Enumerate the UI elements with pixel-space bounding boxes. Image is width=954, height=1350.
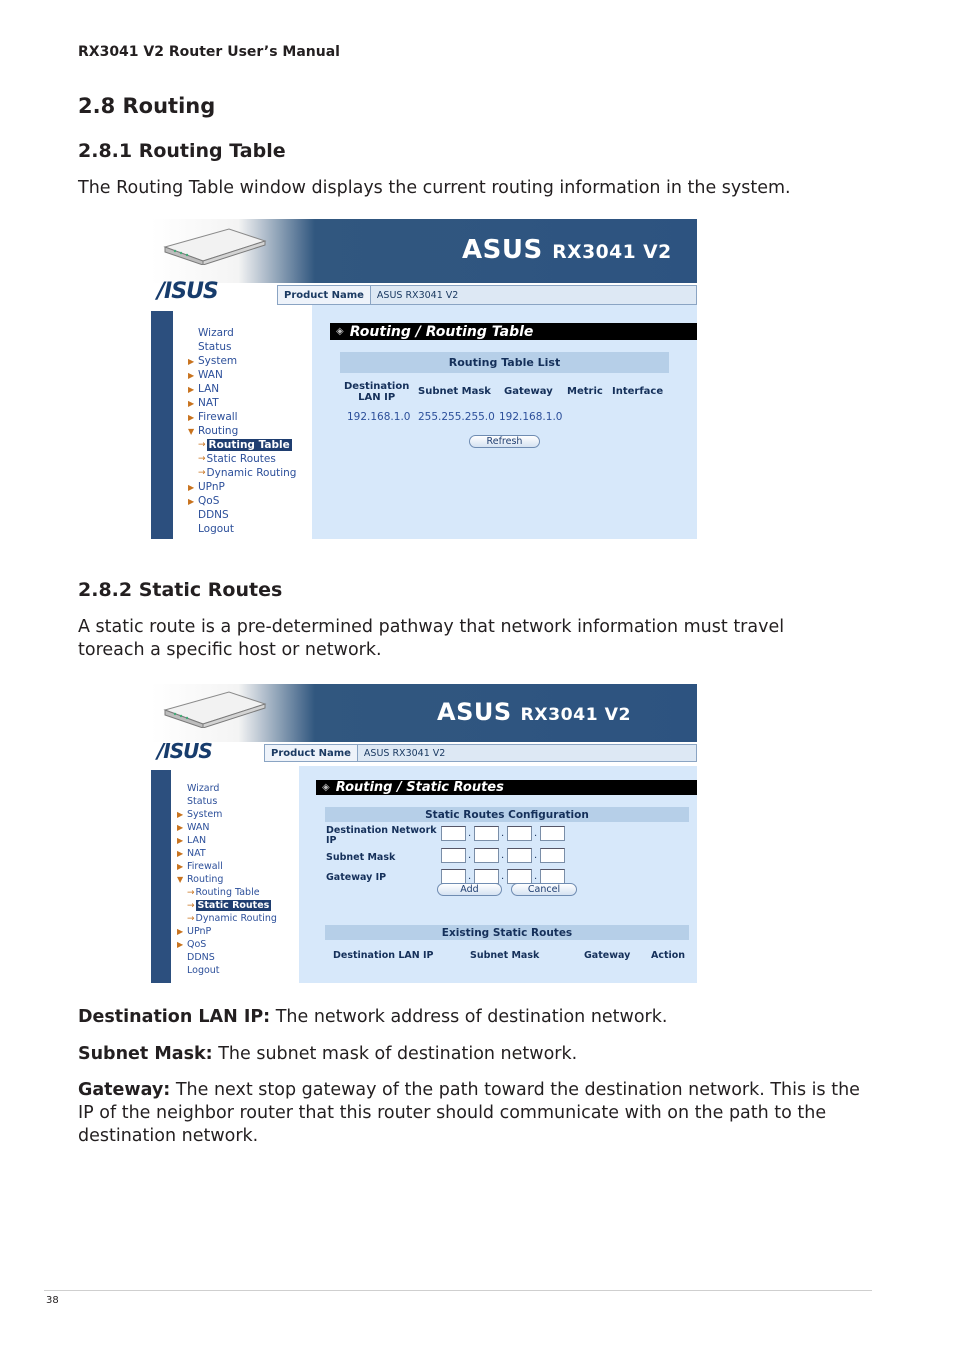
nav-item-logout[interactable]: Logout bbox=[187, 965, 220, 976]
nav-item-ddns[interactable]: DDNS bbox=[187, 952, 215, 963]
nav-item-routing[interactable]: ▼ Routing bbox=[177, 874, 224, 885]
destination-ip-octet-1[interactable] bbox=[441, 826, 466, 841]
nav-subitem-static-routes[interactable]: → Static Routes bbox=[198, 453, 276, 465]
nav-item-upnp[interactable]: ▶ UPnP bbox=[177, 926, 212, 937]
expand-arrow-icon: ▶ bbox=[188, 496, 195, 506]
destination-ip-octet-3[interactable] bbox=[507, 826, 532, 841]
expand-arrow-icon: ▶ bbox=[177, 862, 184, 871]
router-device-icon bbox=[159, 688, 271, 728]
expand-arrow-icon: ▶ bbox=[177, 823, 184, 832]
routing-table-screenshot bbox=[151, 219, 697, 539]
expand-arrow-icon: ▶ bbox=[177, 810, 184, 819]
sub-arrow-icon: → bbox=[198, 440, 206, 450]
sub-arrow-icon: → bbox=[187, 887, 195, 898]
expand-arrow-icon: ▶ bbox=[177, 849, 184, 858]
section-title: 2.8 Routing bbox=[78, 94, 216, 118]
asus-logo: /ISUS bbox=[157, 739, 212, 763]
page-title: Routing / Routing Table bbox=[349, 323, 534, 340]
nav-item-lan[interactable]: ▶ LAN bbox=[177, 835, 207, 846]
nav-item-system[interactable]: ▶ System bbox=[177, 809, 223, 820]
gateway-ip-label: Gateway IP bbox=[326, 872, 387, 883]
sub-arrow-icon: → bbox=[198, 468, 206, 478]
brand-title bbox=[437, 698, 631, 726]
manual-header: RX3041 V2 Router User’s Manual bbox=[78, 44, 340, 60]
nav-item-system[interactable]: ▶ System bbox=[188, 355, 238, 367]
nav-item-upnp[interactable]: ▶ UPnP bbox=[188, 481, 225, 493]
static-routes-heading: 2.8.2 Static Routes bbox=[78, 579, 283, 601]
nav-item-wan[interactable]: ▶ WAN bbox=[188, 369, 223, 381]
existing-static-routes-header: Existing Static Routes bbox=[325, 925, 689, 940]
routing-table-intro: The Routing Table window displays the current routing information in the system. bbox=[78, 178, 791, 198]
refresh-button[interactable]: Refresh bbox=[469, 435, 540, 448]
col-action: Action bbox=[651, 950, 686, 961]
sidebar-nav bbox=[173, 311, 312, 539]
routing-table-list-header: Routing Table List bbox=[340, 352, 669, 373]
add-button[interactable]: Add bbox=[437, 883, 502, 896]
expand-arrow-icon: ▶ bbox=[188, 356, 195, 366]
nav-item-lan[interactable]: ▶ LAN bbox=[188, 383, 220, 395]
col-subnet-mask: Subnet Mask bbox=[418, 386, 491, 397]
col-metric: Metric bbox=[567, 386, 603, 397]
nav-item-wizard[interactable]: Wizard bbox=[198, 327, 234, 339]
nav-subitem-dynamic-routing[interactable]: → Dynamic Routing bbox=[187, 913, 277, 924]
gateway-ip-octet-4[interactable] bbox=[540, 869, 565, 884]
brand-title bbox=[462, 235, 672, 265]
asus-logo: /ISUS bbox=[157, 279, 218, 304]
ip-separator-dot: . bbox=[534, 828, 538, 839]
gateway-ip-octet-1[interactable] bbox=[441, 869, 466, 884]
ip-separator-dot: . bbox=[534, 850, 538, 861]
sub-arrow-icon: → bbox=[187, 900, 195, 911]
nav-item-nat[interactable]: ▶ NAT bbox=[188, 397, 219, 409]
cancel-button[interactable]: Cancel bbox=[511, 883, 577, 896]
expand-arrow-icon: ▶ bbox=[177, 927, 184, 936]
ip-separator-dot: . bbox=[468, 871, 472, 882]
definition-destination-lan-ip: Destination LAN IP: The network address of destination network. bbox=[78, 1007, 668, 1027]
nav-item-status[interactable]: Status bbox=[198, 341, 232, 353]
subnet-mask-octet-2[interactable] bbox=[474, 848, 499, 863]
nav-item-status[interactable]: Status bbox=[187, 796, 218, 807]
row-gateway: 192.168.1.0 bbox=[499, 411, 563, 423]
content-panel bbox=[299, 766, 697, 983]
destination-network-ip-label: Destination Network IP bbox=[326, 825, 437, 846]
ip-separator-dot: . bbox=[501, 828, 505, 839]
page-title: Routing / Static Routes bbox=[335, 780, 504, 795]
nav-item-wan[interactable]: ▶ WAN bbox=[177, 822, 210, 833]
sub-arrow-icon: → bbox=[198, 454, 206, 464]
product-name-label: Product Name bbox=[265, 745, 358, 761]
routing-table-heading: 2.8.1 Routing Table bbox=[78, 140, 286, 162]
subnet-mask-octet-1[interactable] bbox=[441, 848, 466, 863]
row-destination: 192.168.1.0 bbox=[347, 411, 411, 423]
nav-item-qos[interactable]: ▶ QoS bbox=[188, 495, 220, 507]
title-diamond-icon: ◈ bbox=[322, 782, 330, 793]
page-title-bar bbox=[330, 323, 697, 340]
col-interface: Interface bbox=[612, 386, 664, 397]
page-number: 38 bbox=[46, 1295, 59, 1306]
col-destination: Destination LAN IP bbox=[344, 381, 410, 403]
sidebar-nav bbox=[171, 770, 299, 983]
sub-arrow-icon: → bbox=[187, 913, 195, 924]
expand-arrow-icon: ▶ bbox=[188, 412, 195, 422]
brand-model: RX3041 V2 bbox=[552, 242, 672, 263]
product-name-value: ASUS RX3041 V2 bbox=[363, 747, 446, 759]
expand-arrow-icon: ▶ bbox=[188, 370, 195, 380]
footer-divider bbox=[44, 1290, 872, 1291]
definition-gateway: Gateway: The next stop gateway of the path toward the destination network. This is the IP of the neighbor router that this router should communicate with on the path to the destination network. bbox=[78, 1080, 860, 1146]
page-title-bar bbox=[316, 780, 697, 795]
router-header-banner bbox=[151, 219, 697, 283]
left-decor-strip bbox=[151, 311, 173, 539]
product-name-bar bbox=[277, 285, 697, 305]
nav-subitem-routing-table[interactable]: → Routing Table bbox=[198, 439, 290, 451]
product-name-bar bbox=[264, 744, 697, 762]
col-destination-lan-ip: Destination LAN IP bbox=[333, 950, 434, 961]
nav-item-ddns[interactable]: DDNS bbox=[198, 509, 229, 521]
gateway-ip-octet-3[interactable] bbox=[507, 869, 532, 884]
gateway-ip-octet-2[interactable] bbox=[474, 869, 499, 884]
static-routes-intro: A static route is a pre-determined pathway that network information must travel toreach a specific host or network. bbox=[78, 617, 785, 660]
ip-separator-dot: . bbox=[534, 871, 538, 882]
nav-item-logout[interactable]: Logout bbox=[198, 523, 234, 535]
brand-model: RX3041 V2 bbox=[520, 705, 632, 725]
left-decor-strip bbox=[151, 770, 171, 983]
nav-subitem-dynamic-routing[interactable]: → Dynamic Routing bbox=[198, 467, 297, 479]
collapse-arrow-icon: ▼ bbox=[177, 875, 184, 884]
expand-arrow-icon: ▶ bbox=[177, 940, 184, 949]
definition-subnet-mask: Subnet Mask: The subnet mask of destination network. bbox=[78, 1044, 578, 1064]
router-device-icon bbox=[159, 225, 271, 265]
ip-separator-dot: . bbox=[501, 871, 505, 882]
product-name-value: ASUS RX3041 V2 bbox=[376, 289, 459, 301]
row-subnet: 255.255.255.0 bbox=[418, 411, 495, 423]
nav-item-nat[interactable]: ▶ NAT bbox=[177, 848, 206, 859]
static-routes-config-header: Static Routes Configuration bbox=[325, 807, 689, 822]
destination-ip-octet-2[interactable] bbox=[474, 826, 499, 841]
title-diamond-icon: ◈ bbox=[336, 326, 344, 337]
expand-arrow-icon: ▶ bbox=[188, 482, 195, 492]
ip-separator-dot: . bbox=[468, 850, 472, 861]
collapse-arrow-icon: ▼ bbox=[188, 426, 195, 436]
col-gateway: Gateway bbox=[504, 386, 553, 397]
expand-arrow-icon: ▶ bbox=[177, 836, 184, 845]
ip-separator-dot: . bbox=[501, 850, 505, 861]
product-name-label: Product Name bbox=[278, 286, 371, 304]
brand-name: ASUS bbox=[437, 698, 512, 726]
nav-subitem-routing-table[interactable]: → Routing Table bbox=[187, 887, 260, 898]
content-panel bbox=[312, 305, 697, 539]
brand-name: ASUS bbox=[462, 235, 543, 265]
nav-item-qos[interactable]: ▶ QoS bbox=[177, 939, 207, 950]
nav-subitem-static-routes[interactable]: → Static Routes bbox=[187, 900, 270, 911]
nav-item-wizard[interactable]: Wizard bbox=[187, 783, 220, 794]
nav-item-routing[interactable]: ▼ Routing bbox=[188, 425, 239, 437]
router-header-banner bbox=[151, 684, 697, 742]
expand-arrow-icon: ▶ bbox=[188, 384, 195, 394]
destination-ip-octet-4[interactable] bbox=[540, 826, 565, 841]
subnet-mask-label: Subnet Mask bbox=[326, 852, 396, 863]
subnet-mask-octet-3[interactable] bbox=[507, 848, 532, 863]
nav-item-firewall[interactable]: ▶ Firewall bbox=[188, 411, 238, 423]
ip-separator-dot: . bbox=[468, 828, 472, 839]
subnet-mask-octet-4[interactable] bbox=[540, 848, 565, 863]
col-subnet-mask: Subnet Mask bbox=[470, 950, 540, 961]
nav-item-firewall[interactable]: ▶ Firewall bbox=[177, 861, 223, 872]
expand-arrow-icon: ▶ bbox=[188, 398, 195, 408]
col-gateway: Gateway bbox=[584, 950, 631, 961]
static-routes-screenshot bbox=[151, 684, 697, 983]
